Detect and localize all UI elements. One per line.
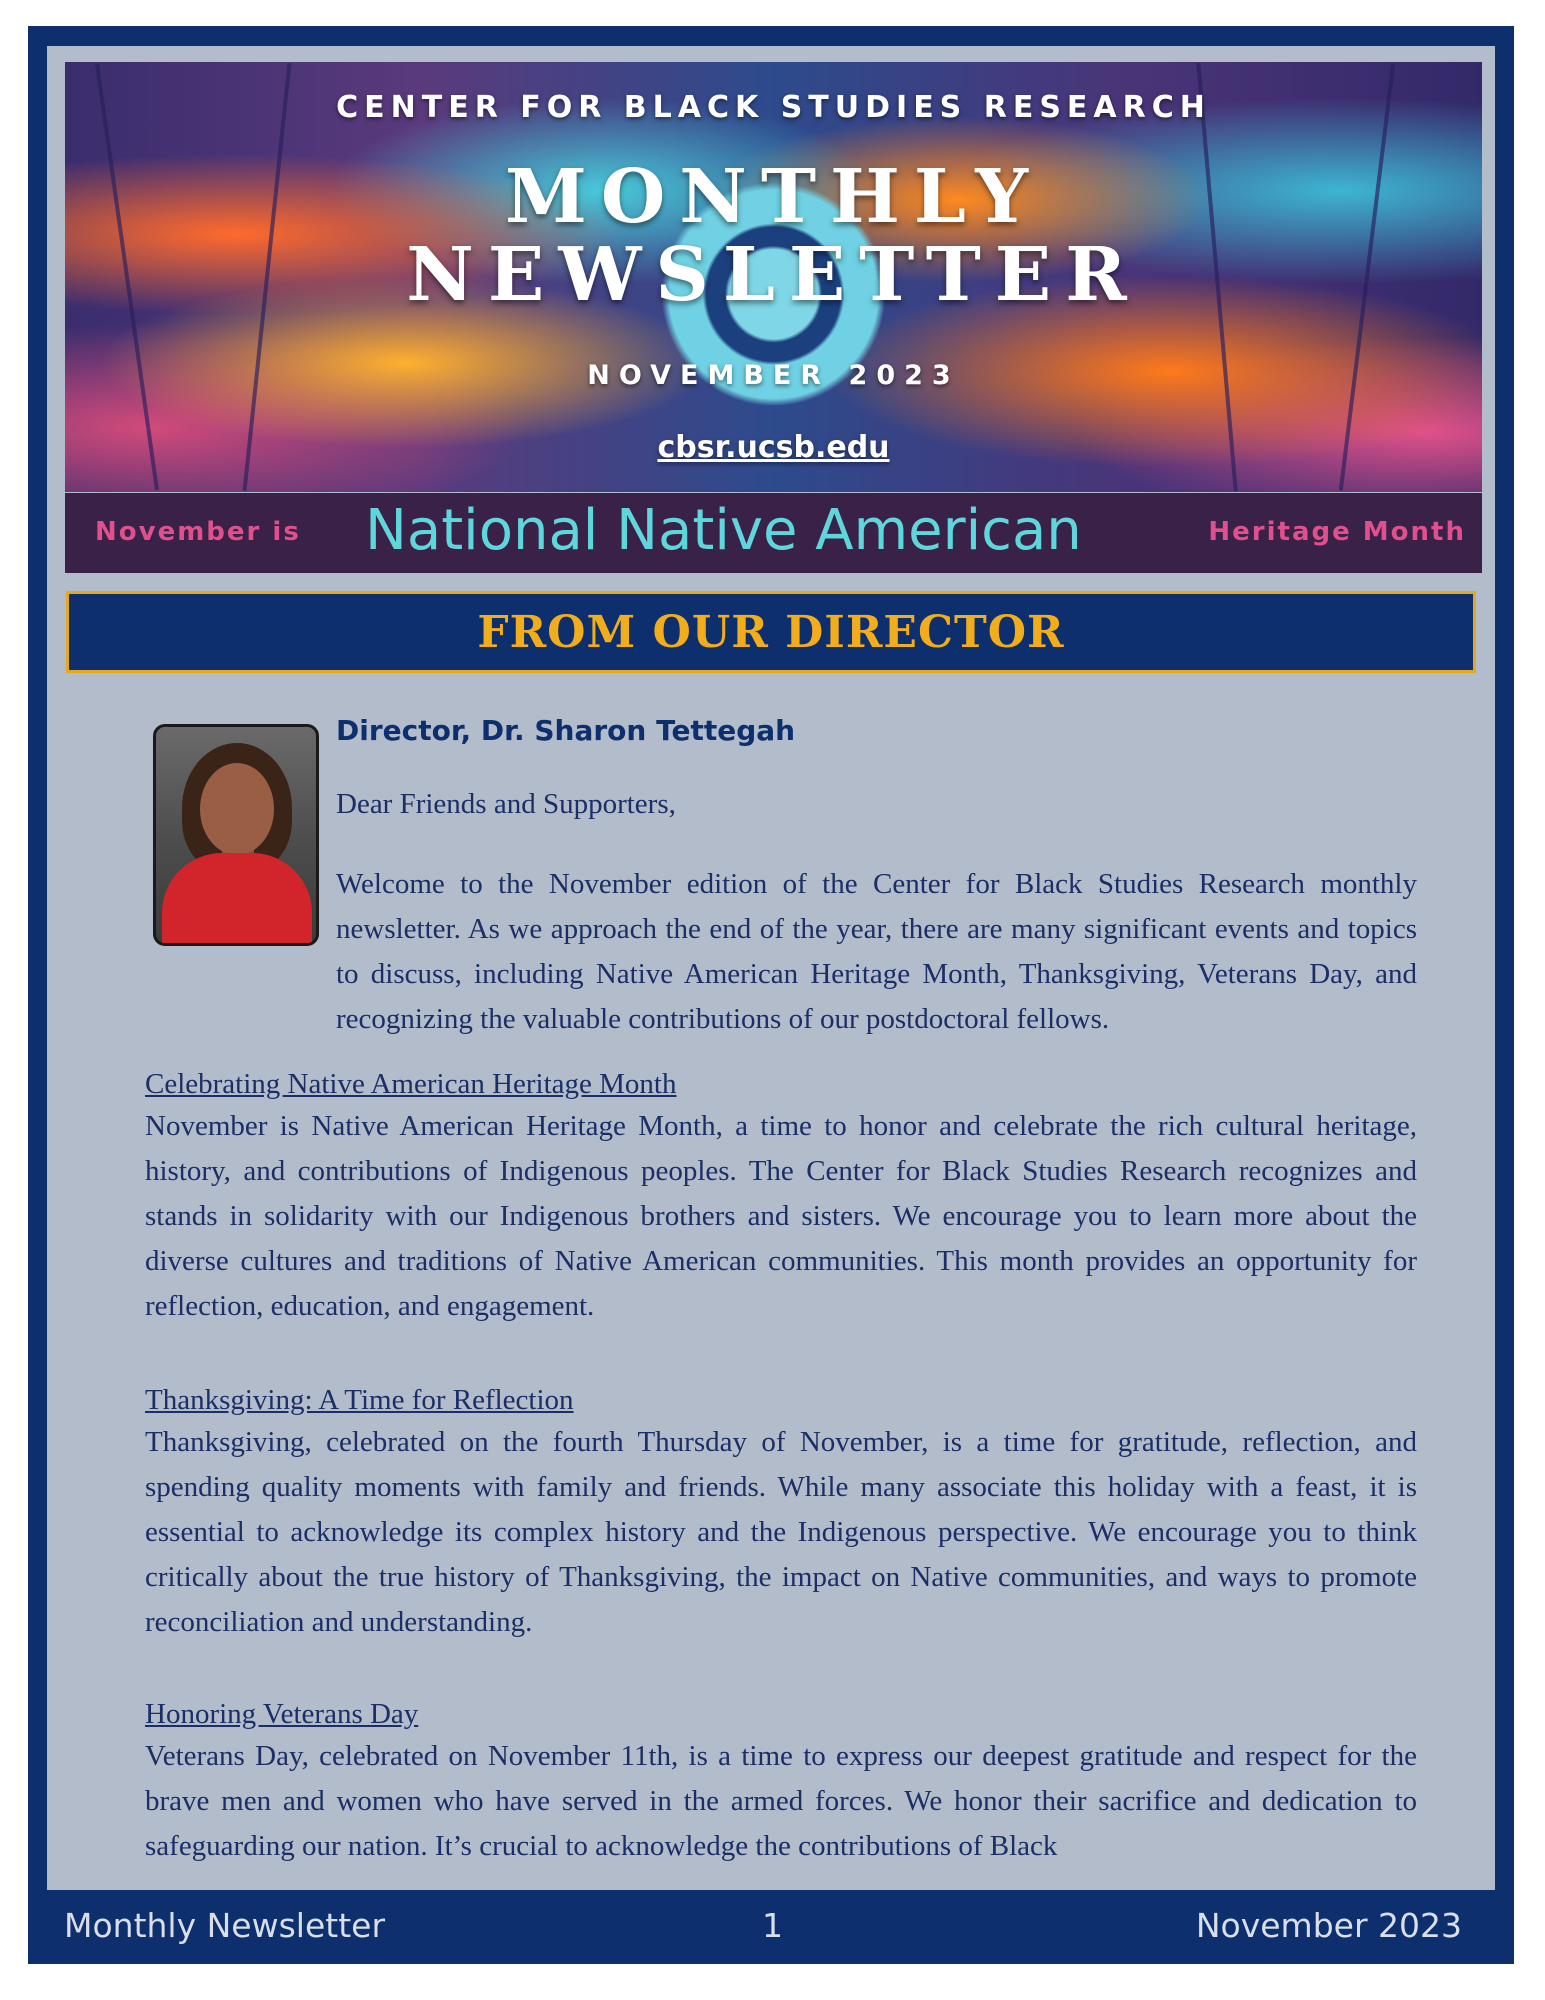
- footer-title: Monthly Newsletter: [64, 1906, 386, 1945]
- photo-body: [162, 853, 312, 946]
- section-header: [66, 591, 1476, 673]
- page-footer: [28, 1890, 1514, 1964]
- header-banner: [65, 62, 1482, 492]
- banner-title: [65, 154, 1482, 318]
- director-photo: [153, 724, 319, 946]
- heritage-month-strip: [65, 493, 1482, 573]
- heritage-strip-right: Heritage Month: [1208, 517, 1466, 547]
- banner-org-name: CENTER FOR BLACK STUDIES RESEARCH: [336, 90, 1211, 125]
- photo-face: [200, 763, 274, 855]
- banner-url-link[interactable]: cbsr.ucsb.edu: [657, 430, 890, 465]
- section-heading: Celebrating Native American Heritage Month: [145, 1068, 677, 1100]
- section-body: November is Native American Heritage Month, a time to honor and celebrate the rich cultural heritage, history, and contributions of Indigenous peoples. The Center for Black Studies Research recognizes and stands in solidarity with our Indigenous brothers and sisters. We encourage you to learn more about the diverse cultures and traditions of Native American communities. This month provides an opportunity for reflection, education, and engagement.: [145, 1110, 1417, 1322]
- letter-intro-flow: to discuss, including Native American Heritage Month, Thanksgiving, Veterans Day, and recognizing the valuable contributions of our postdoctoral fellows.: [336, 958, 1417, 1035]
- section-body: Veterans Day, celebrated on November 11th, is a time to express our deepest gratitude and respect for the brave men and women who have served in the armed forces. We honor their sacrifice and dedication to safeguarding our nation. It’s crucial to acknowledge the contributions of Black: [145, 1740, 1417, 1862]
- letter-intro-continued: [145, 952, 1417, 1042]
- heritage-strip-title: National Native American: [365, 498, 1082, 563]
- section-heading: Honoring Veterans Day: [145, 1698, 419, 1730]
- banner-date: NOVEMBER 2023: [587, 360, 960, 391]
- section-body: Thanksgiving, celebrated on the fourth Thursday of November, is a time for gratitude, reflection, and spending quality moments with family and friends. While many associate this holiday with a feast, it is essential to acknowledge its complex history and the Indigenous perspective. We encourage you to think critically about the true history of Thanksgiving, the impact on Native communities, and ways to promote reconciliation and understanding.: [145, 1426, 1417, 1638]
- section-title: FROM OUR DIRECTOR: [477, 607, 1065, 658]
- letter-greeting: Dear Friends and Supporters,: [336, 788, 676, 820]
- banner-title-line2: NEWSLETTER: [406, 232, 1141, 318]
- heritage-strip-left: November is: [95, 517, 301, 547]
- letter-intro: Welcome to the November edition of the Center for Black Studies Research monthly newsletter. As we approach the end of the year, there are many significant events and topics: [336, 868, 1417, 945]
- footer-page-number: 1: [762, 1906, 783, 1945]
- director-byline: Director, Dr. Sharon Tettegah: [336, 714, 796, 747]
- section-heading: Thanksgiving: A Time for Reflection: [145, 1384, 574, 1416]
- footer-date: November 2023: [1195, 1906, 1462, 1945]
- banner-title-line1: MONTHLY: [504, 154, 1043, 240]
